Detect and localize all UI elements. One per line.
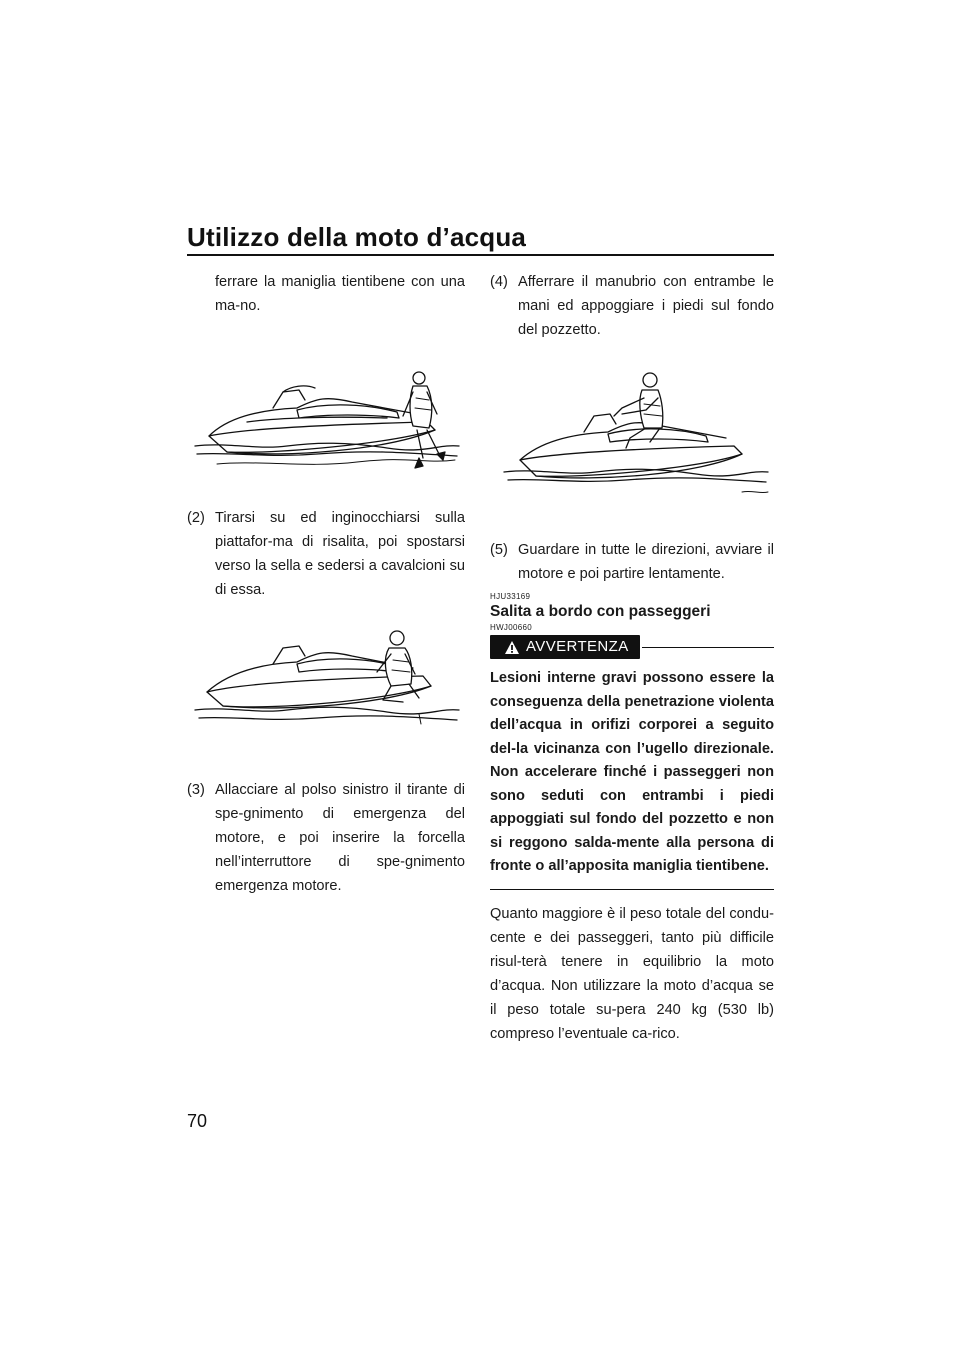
step-text: Guardare in tutte le direzioni, avviare il motore e poi partire lentamente. xyxy=(518,542,774,582)
jetski-rider-illustration xyxy=(490,342,774,538)
illustration-boarding-from-water xyxy=(187,318,465,506)
title-rule xyxy=(187,254,774,256)
illustration-kneeling-on-platform xyxy=(187,602,465,778)
warning-text: Lesioni interne gravi possono essere la conseguenza della penetrazione violenta dell’acqua in orifizi corporei a seguito del-la vicinanza con l’ugello direzionale. Non accelerare finché i passeggeri non sono seduti con entrambi i piedi appoggiati sul fondo del pozzetto e non si reggono salda-mente alla persona di fronte o all’apposita maniglia tientibene. xyxy=(490,670,774,874)
warning-rule xyxy=(642,647,774,648)
left-column xyxy=(187,270,465,898)
step-4 xyxy=(490,270,774,342)
step-number: (2) xyxy=(187,510,205,526)
warning-header xyxy=(490,635,774,661)
page-title: Utilizzo della moto d’acqua xyxy=(187,222,527,252)
step-text: Allacciare al polso sinistro il tirante di spe-gnimento di emergenza del motore, e poi inserire la forcella nell’interruttore di spe-gnimento emergenza motore. xyxy=(215,782,465,894)
warning-end-rule xyxy=(490,889,774,890)
step-text: Afferrare il manubrio con entrambe le mani ed appoggiare i piedi sul fondo del pozzetto. xyxy=(518,274,774,338)
step-number: (4) xyxy=(490,274,508,290)
step-number: (5) xyxy=(490,542,508,558)
warning-triangle-icon xyxy=(504,640,520,655)
section-code: HJU33169 xyxy=(490,592,531,601)
continuation-text: ferrare la maniglia tientibene con una ma-no. xyxy=(215,274,465,314)
step-2 xyxy=(187,506,465,602)
warning-label-box xyxy=(490,635,640,659)
step-3 xyxy=(187,778,465,898)
step-5 xyxy=(490,538,774,586)
right-column xyxy=(490,270,774,1046)
body-text: Quanto maggiore è il peso totale del condu-cente e dei passeggeri, tanto più difficile risul-terà tenere in equilibrio la moto d’acqua. Non utilizzare la moto d’acqua se il peso totale su-pera 240 kg (530 lb) compreso l’eventuale ca-rico. xyxy=(490,905,774,1042)
illustration-rider-seated xyxy=(490,342,774,538)
warning-code: HWJ00660 xyxy=(490,623,532,632)
jetski-kneeling-illustration xyxy=(187,602,465,778)
page-number: 70 xyxy=(187,1111,208,1131)
step-number: (3) xyxy=(187,782,205,798)
step-text: Tirarsi su ed inginocchiarsi sulla piattafor-ma di risalita, poi spostarsi verso la sella e sedersi a cavalcioni su di essa. xyxy=(215,510,465,598)
section-title: Salita a bordo con passeggeri xyxy=(490,603,711,620)
jetski-boarding-illustration xyxy=(187,318,465,506)
warning-label: AVVERTENZA xyxy=(526,638,629,655)
